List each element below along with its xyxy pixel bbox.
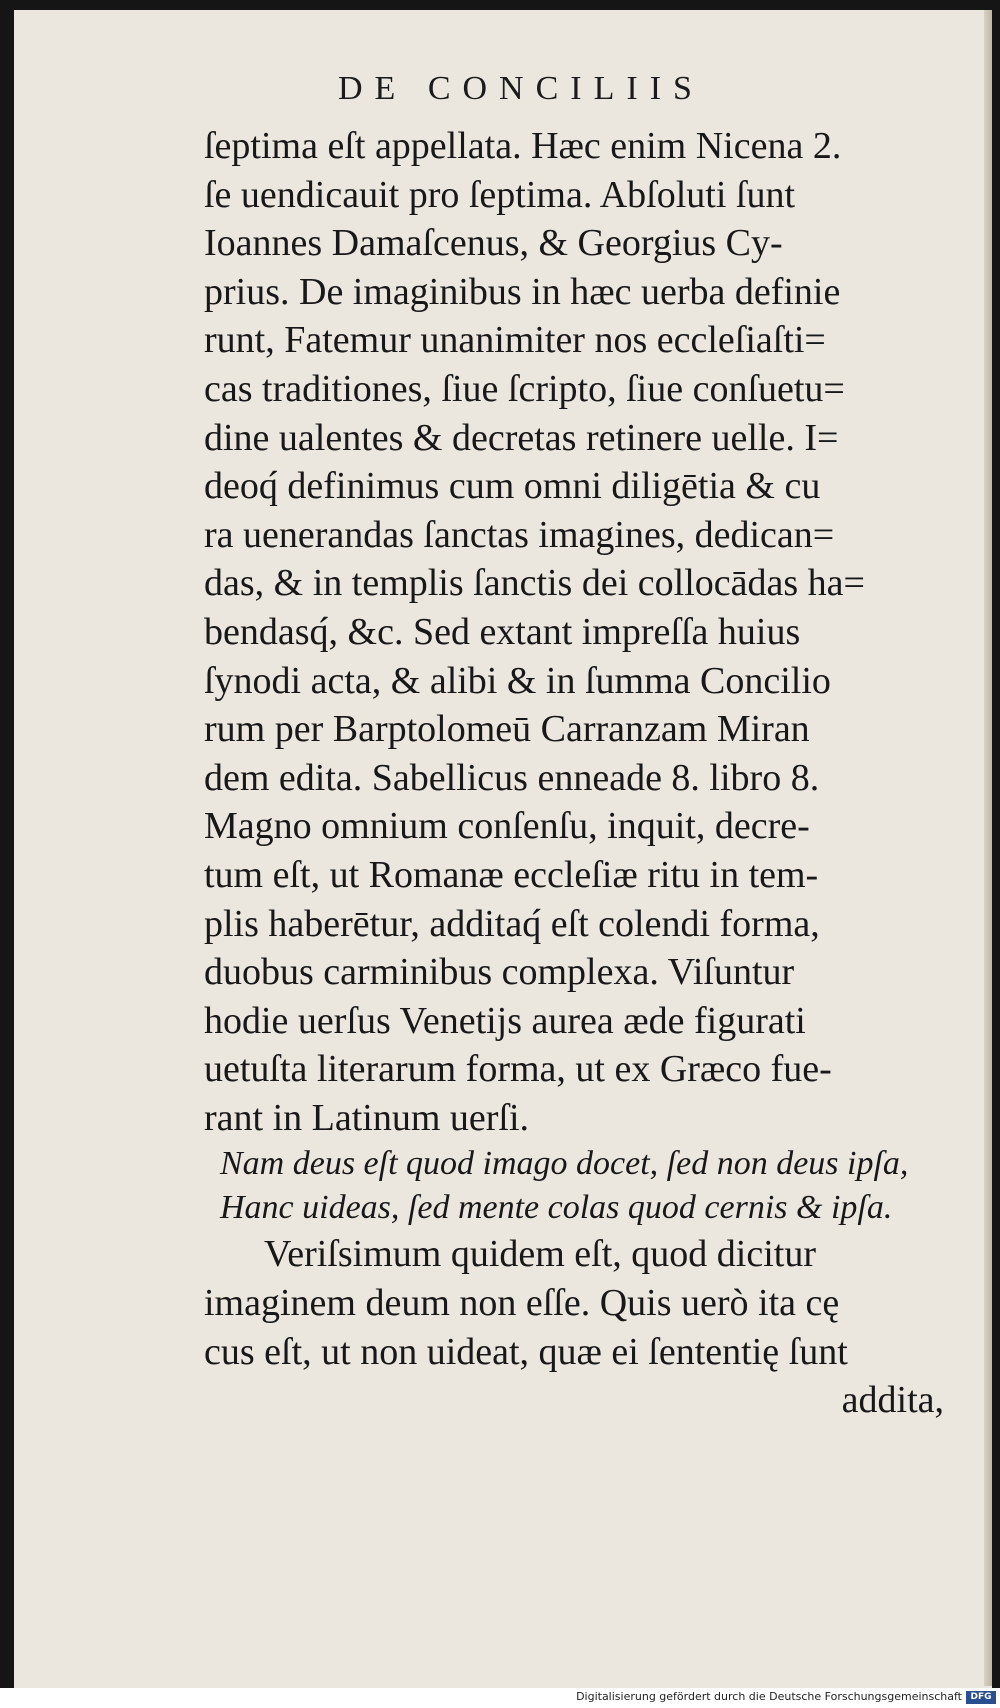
- body-line: plis haberētur, additaq́ eſt colendi forma,: [204, 902, 820, 945]
- body-line: bendasq́, &c. Sed extant impreſſa huius: [204, 610, 801, 653]
- verse-line: Nam deus eſt quod imago docet, ſed non deus ipſa,: [220, 1145, 909, 1183]
- running-head: DE CONCILIIS: [338, 70, 704, 107]
- body-line: runt, Fatemur unanimiter nos eccleſiaſti=: [204, 319, 826, 362]
- closing-line: imaginem deum non eſſe. Quis uerò ita cę: [204, 1282, 840, 1325]
- body-line: das, & in templis ſanctis dei collocādas ha=: [204, 562, 865, 605]
- body-line: cas traditiones, ſiue ſcripto, ſiue conſuetu=: [204, 367, 845, 410]
- digitization-footer: [0, 1688, 1000, 1708]
- closing-line: Veriſsimum quidem eſt, quod dicitur: [264, 1233, 816, 1276]
- closing-line: cus eſt, ut non uideat, quæ ei ſententię ſunt: [204, 1330, 848, 1373]
- body-line: hodie uerſus Venetijs aurea æde figurati: [204, 999, 806, 1042]
- body-line: rum per Barptolomeū Carranzam Miran: [204, 708, 810, 751]
- body-line: ſynodi acta, & alibi & in ſumma Concilio: [204, 659, 831, 702]
- dfg-logo: DFG: [966, 1691, 996, 1704]
- body-line: rant in Latinum uerſi.: [204, 1096, 530, 1139]
- body-line: Magno omnium conſenſu, inquit, decre-: [204, 805, 810, 848]
- body-line: Ioannes Damaſcenus, & Georgius Cy-: [204, 222, 783, 265]
- verse-line: Hanc uideas, ſed mente colas quod cernis & ipſa.: [220, 1189, 893, 1227]
- footer-credit: Digitalisierung gefördert durch die Deutsche Forschungsgemeinschaft: [576, 1690, 962, 1703]
- body-line: prius. De imaginibus in hæc uerba definie: [204, 270, 841, 313]
- verse-quotation: [204, 1142, 964, 1230]
- body-line: dem edita. Sabellicus enneade 8. libro 8.: [204, 756, 820, 799]
- body-line: uetuſta literarum forma, ut ex Græco fue-: [204, 1048, 832, 1091]
- catchword: addita,: [841, 1379, 944, 1422]
- text-block: [204, 122, 964, 1425]
- body-line: deoq́ definimus cum omni diligētia & cu: [204, 465, 821, 508]
- body-line: dine ualentes & decretas retinere uelle. I=: [204, 416, 839, 459]
- body-line: duobus carminibus complexa. Viſuntur: [204, 951, 795, 994]
- body-line: ſe uendicauit pro ſeptima. Abſoluti ſunt: [204, 173, 796, 216]
- page-edge: [984, 10, 992, 1686]
- body-line: ra uenerandas ſanctas imagines, dedican=: [204, 513, 835, 556]
- body-line: tum eſt, ut Romanæ eccleſiæ ritu in tem-: [204, 853, 819, 896]
- body-line: ſeptima eſt appellata. Hæc enim Nicena 2.: [204, 125, 842, 167]
